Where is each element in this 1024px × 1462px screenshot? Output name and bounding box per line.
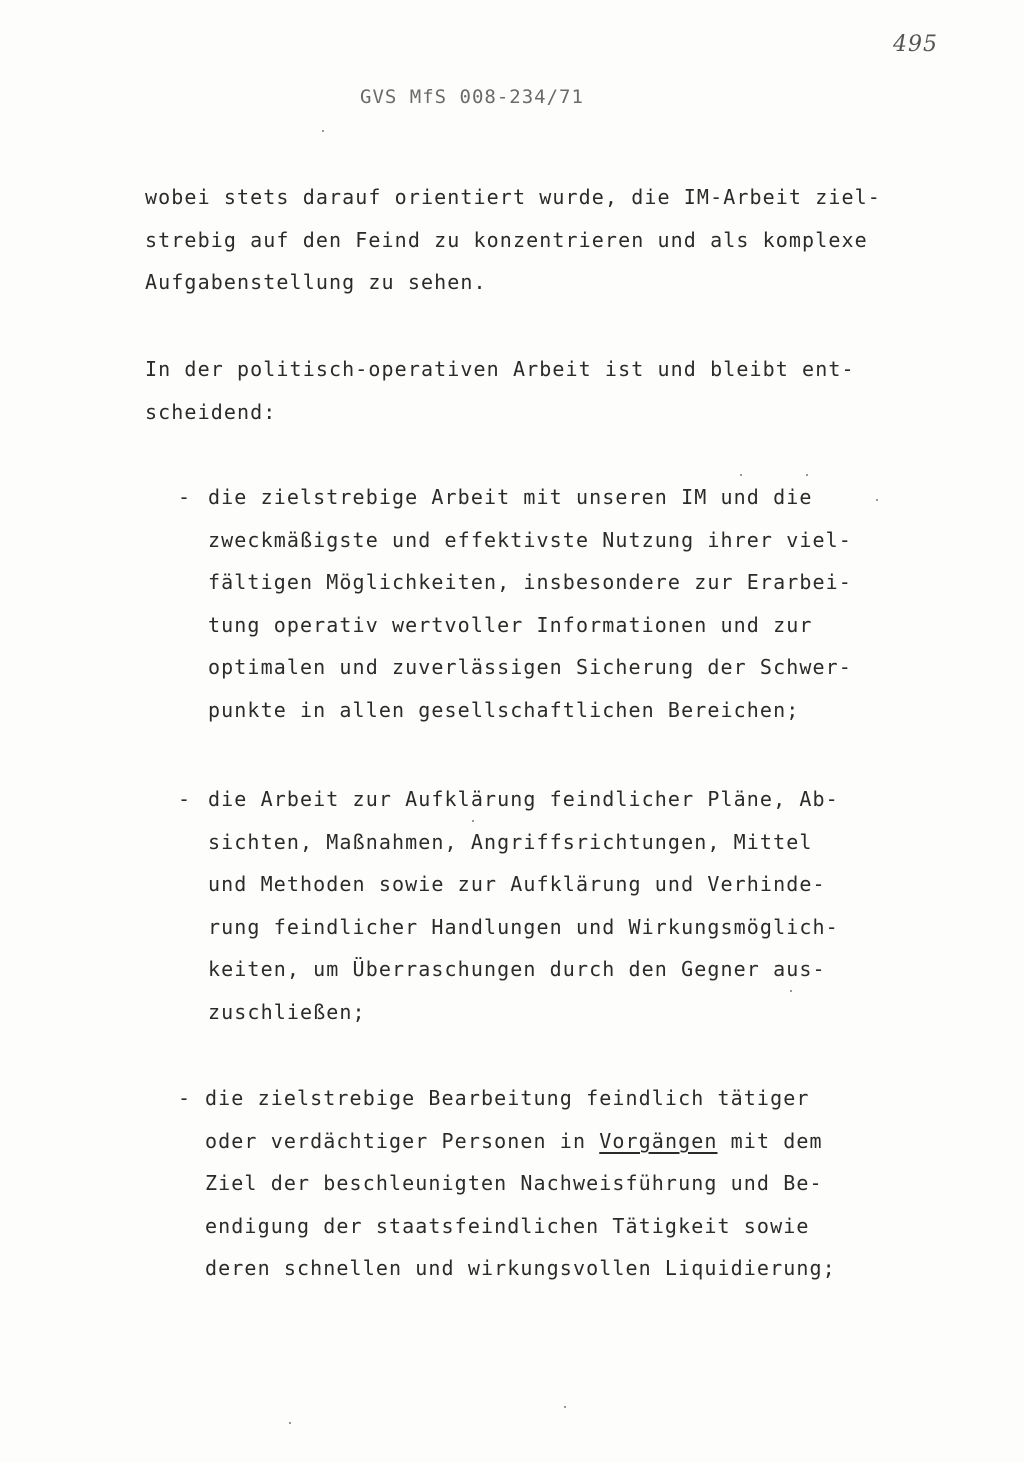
- text-segment: mit dem: [717, 1128, 823, 1153]
- text-line: rung feindlicher Handlungen und Wirkungsmöglich-: [208, 914, 839, 939]
- bullet-dash: -: [178, 787, 192, 811]
- scan-speck: [806, 474, 808, 476]
- scan-speck: [740, 474, 742, 476]
- text-segment: oder verdächtiger Personen in: [205, 1128, 600, 1153]
- text-line: zweckmäßigste und effektivste Nutzung ihrer viel-: [208, 527, 852, 552]
- lead-paragraph: [145, 348, 855, 433]
- text-line: Aufgabenstellung zu sehen.: [145, 270, 487, 294]
- bullet-item-3: [178, 1077, 836, 1280]
- text-line: und Methoden sowie zur Aufklärung und Verhinde-: [208, 872, 826, 896]
- bullet-dash: -: [178, 1086, 192, 1110]
- text-line: die zielstrebige Arbeit mit unseren IM und die: [208, 485, 813, 509]
- text-line: zuschließen;: [208, 999, 366, 1024]
- text-line: wobei stets darauf orientiert wurde, die IM-Arbeit ziel-: [145, 185, 881, 209]
- bullet-item-2: [178, 778, 839, 1024]
- bullet-item-1: [178, 476, 852, 722]
- scan-speck: [790, 990, 792, 992]
- text-line: keiten, um Überraschungen durch den Gegner aus-: [208, 957, 826, 981]
- text-line: strebig auf den Feind zu konzentrieren und als komplexe: [145, 227, 868, 252]
- text-line: optimalen und zuverlässigen Sicherung der Schwer-: [208, 655, 852, 679]
- text-line: endigung der staatsfeindlichen Tätigkeit sowie: [205, 1213, 810, 1238]
- scan-speck: [472, 820, 474, 822]
- bullet-text: [208, 778, 839, 1033]
- scan-speck: [322, 130, 324, 132]
- handwritten-page-number: 495: [893, 32, 938, 57]
- text-line: sichten, Maßnahmen, Angriffsrichtungen, Mittel: [208, 829, 813, 854]
- text-line: [205, 1120, 836, 1163]
- text-line: scheidend:: [145, 399, 277, 424]
- bullet-text: [208, 476, 852, 731]
- scan-speck: [876, 499, 878, 501]
- text-line: punkte in allen gesellschaftlichen Bereichen;: [208, 697, 800, 722]
- text-line: fältigen Möglichkeiten, insbesondere zur Erarbei-: [208, 570, 852, 594]
- bullet-dash: -: [178, 485, 192, 509]
- text-line: deren schnellen und wirkungsvollen Liquidierung;: [205, 1256, 836, 1280]
- text-line: die Arbeit zur Aufklärung feindlicher Pläne, Ab-: [208, 787, 839, 811]
- underlined-term: Vorgängen: [599, 1128, 718, 1153]
- text-line: In der politisch-operativen Arbeit ist und bleibt ent-: [145, 357, 855, 381]
- text-line: tung operativ wertvoller Informationen und zur: [208, 612, 813, 637]
- intro-paragraph: [145, 176, 881, 304]
- scan-speck: [564, 1406, 566, 1408]
- bullet-text: [205, 1077, 836, 1290]
- document-reference-header: GVS MfS 008-234/71: [360, 86, 584, 108]
- text-line: Ziel der beschleunigten Nachweisführung und Be-: [205, 1171, 823, 1195]
- scan-speck: [289, 1422, 291, 1424]
- text-line: die zielstrebige Bearbeitung feindlich tätiger: [205, 1086, 810, 1110]
